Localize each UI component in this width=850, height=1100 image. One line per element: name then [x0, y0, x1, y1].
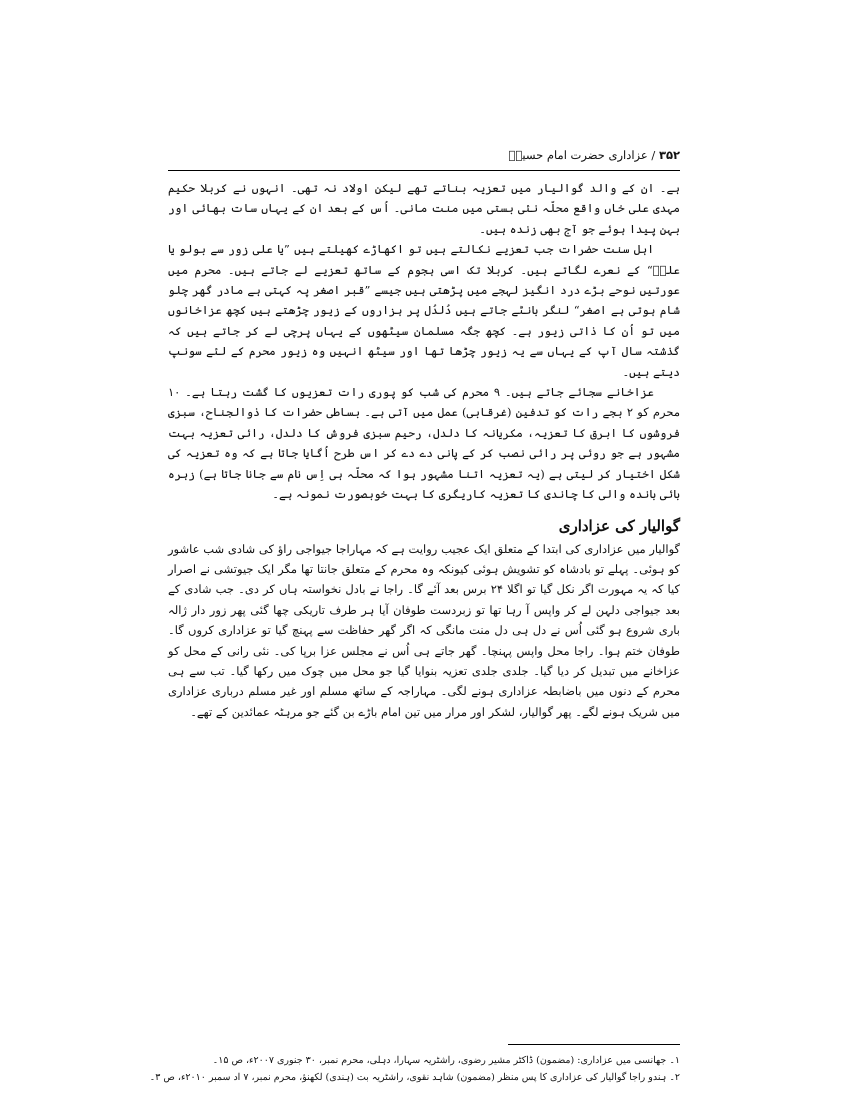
- paragraph-1: ہے۔ ان کے والد گوالیار میں تعزیہ بناتے تھے لیکن اولاد نہ تھی۔ انہوں نے کربلا حکیم مہدی علی خاں واقع محلّہ نئی بستی میں منت مانی۔ اُس کے بعد ان کے یہاں سات بھائی اور بہن پیدا ہوئے جو آج بھی زندہ ہیں۔: [168, 181, 680, 236]
- page-number: ۳۵۲: [658, 148, 680, 162]
- paragraph-2: اہل سنت حضرات جب تعزیے نکالتے ہیں تو اکھاڑے کھیلتے ہیں ”یا علی زور سے بولو یا علیؑ“ کے نعرے لگاتے ہیں۔ کربلا تک اسی ہجوم کے ساتھ تعزیے لے جاتے ہیں۔ محرم میں عورتیں نوحے بڑے درد انگیز لہجے میں پڑھتی ہیں جیسے ”قبر اصغر پہ کہتی ہے مادر گھر چلو شام ہوتی ہے اصغر“ لنگر بانٹے جاتے ہیں دُلدُل پر ہزاروں کے زیور چڑھتے ہیں کچھ عزاخانوں میں تو اُن کا ذاتی زیور ہے۔ کچھ جگہ مسلمان سیٹھوں کے یہاں پرچی لے کر جاتے ہیں کہ گذشتہ سال آپ کے یہاں سے یہ زیور چڑھا تھا اور سیٹھ انہیں وہ زیور محرم کے لئے سونپ دیتے ہیں۔: [168, 242, 680, 379]
- section-heading: گوالیار کی عزاداری: [558, 516, 680, 535]
- paragraph-4: گوالیار میں عزاداری کی ابتدا کے متعلق ایک عجیب روایت ہے کہ مہاراجا جیواجی راؤ کی شادی شب عاشور کو ہوئی۔ پہلے تو بادشاہ کو تشویش ہوئی کیونکہ وہ محرم کے متعلق جانتا تھا مگر ایک جیوتشی نے اصرار کیا کہ یہ مہورت اگر نکل گیا تو اگلا ۲۴ برس بعد آئے گا۔ راجا نے بادل نخواستہ ہاں کر دی۔ جب شادی کے بعد جیواجی دلہن لے کر واپس آ رہا تھا تو زبردست طوفان آیا ہر طرف تاریکی چھا گئی پھر زور دار ژالہ باری شروع ہو گئی اُس نے دل ہی دل منت مانگی کہ اگر گھر حفاظت سے پہنچ گیا تو عزاداری کروں گا۔ طوفان ختم ہوا۔ راجا محل واپس پہنچا۔ گھر جاتے ہی اُس نے مجلس عزا برپا کی۔ نئی رانی کے محل کو عزاخانے میں تبدیل کر دیا گیا۔ جلدی جلدی تعزیہ بنوایا گیا جو محل میں چوک میں رکھا گیا۔ تب سے ہی محرم کے دنوں میں باضابطہ عزاداری ہونے لگی۔ مہاراجہ کے ساتھ مسلم اور غیر مسلم درباری عزاداری میں شریک ہونے لگے۔ پھر گوالیار، لشکر اور مرار میں تین امام باڑے بن گئے جو مرہٹہ عمائدین کے تھے۔: [168, 541, 680, 719]
- footnote-2: ۲۔ ہندو راجا گوالیار کی عزاداری کا پس منظر (مضمون) شاہد نقوی، راشٹریہ بت (ہندی) لکھنؤ، محرم نمبر، ۷ اد سمبر ۲۰۱۰ء، ص ۳۔: [149, 1072, 680, 1083]
- header-separator: /: [651, 148, 656, 162]
- running-head: [509, 148, 680, 162]
- running-title: عزاداری حضرت امام حسینؑ: [508, 148, 648, 162]
- footnote-rule: [508, 1044, 680, 1045]
- paragraph-3: عزاخانے سجائے جاتے ہیں۔ ۹ محرم کی شب کو پوری رات تعزیوں کا گشت رہتا ہے۔ ۱۰ محرم کو ۲ بجے رات کو تدفین (غرقابی) عمل میں آتی ہے۔ بساطی حضرات کا ذوالجناح، سبزی فروشوں کا ابرق کا تعزیہ، مکریانہ کا دلدل، رحیم سبزی فروش کا دلدل، رائی تعزیہ بہت مشہور ہے جو روئی پر رائی نصب کر کے پانی دے دے کر اس طرح اُگایا جاتا ہے کہ وہ تعزیہ کی شکل اختیار کر لیتی ہے (یہ تعزیہ اتنا مشہور ہوا کہ محلّہ ہی اِس نام سے جانا جاتا ہے) زہرہ بائی باندہ والی کا چاندی کا تعزیہ کاریگری کا بہت خوبصورت نمونہ ہے۔: [168, 385, 680, 502]
- page-header: [168, 142, 680, 171]
- footnotes: [149, 1052, 680, 1086]
- body-text: [168, 178, 680, 722]
- footnote-1: ۱۔ جھانسی میں عزاداری: (مضمون) ڈاکٹر مشیر رضوی، راشٹریہ سہارا، دہلی، محرم نمبر، ۳۰ جنوری ۲۰۰۷ء، ص ۱۵۔: [212, 1055, 680, 1066]
